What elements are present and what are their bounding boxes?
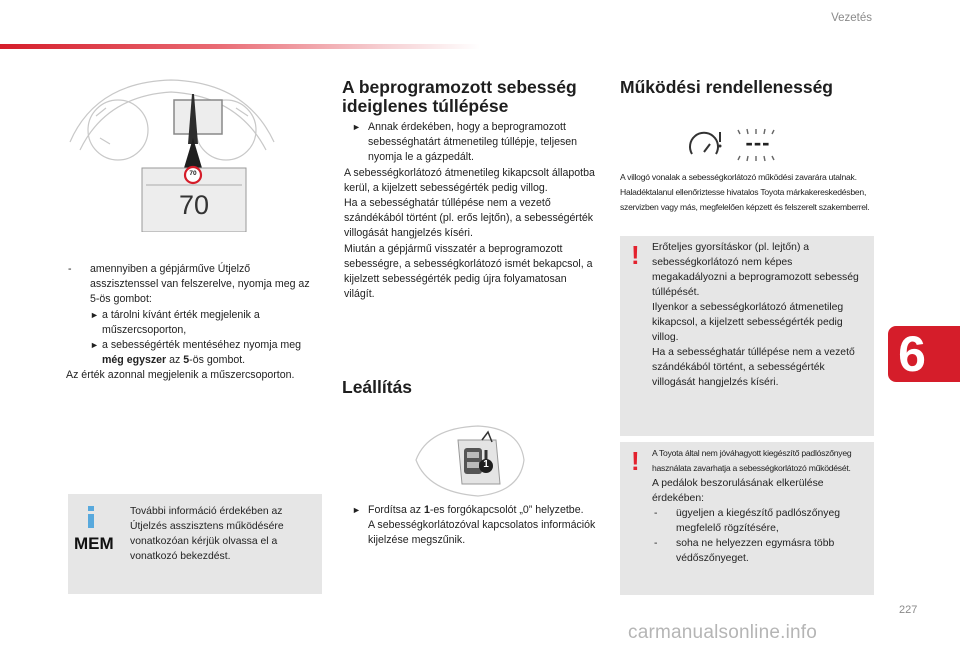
header-accent-bar — [0, 44, 480, 49]
bullet-2-bold: még egyszer — [102, 354, 167, 367]
callout-1: 1 — [483, 459, 489, 470]
malfunction-text: A villogó vonalak a sebességkorlátozó működési zavarára utalnak. Haladéktalanul ellenőriztesse hivatalos Toyota márkakereskedésben, szervizben vagy más, megfelelően képzett és felszerelt szakemberrel. — [620, 172, 870, 212]
bullet-marker: ► — [90, 309, 99, 320]
bullet-2-number: 5 — [183, 354, 190, 367]
warning-icon: ! — [631, 240, 640, 270]
warning-icon: ! — [631, 446, 640, 476]
section-title-malfunction — [620, 78, 833, 97]
bullet-marker: ► — [90, 340, 99, 351]
warning-2-item-1: ügyeljen a kiegészítő padlószőnyeg megfelelő rögzítésére, — [676, 508, 841, 534]
warning-1-text — [652, 240, 864, 390]
step-marker: ► — [352, 505, 361, 515]
para-3: Miután a gépjármű visszatér a beprogramozott sebességre, a sebességkorlátozó ismét bekapcsol, a kijelzett sebességérték pedig újra folyamatosan világít. — [344, 242, 593, 301]
dash-marker: - — [68, 263, 72, 275]
warning-box-2 — [620, 442, 874, 595]
warning-1-para-1: Erőteljes gyorsításkor (pl. lejtőn) a sebességkorlátozó nem képes megakadályozni a beprogramozott sebesség túllépését. — [652, 242, 859, 298]
col2-stop-text: ► Fordítsa az 1-es forgókapcsolót „0” helyzetbe. A sebességkorlátozóval kapcsolatos információk kijelzése megszűnik. — [352, 504, 596, 547]
bullet-1: a tárolni kívánt érték megjelenik a műszercsoporton, — [102, 308, 260, 336]
stop-switch-number: 1 — [423, 504, 430, 516]
col1-text: - amennyiben a gépjárműve Útjelző asszisztenssel van felszerelve, nyomja meg az 5-ös gombot: ► a tárolni kívánt érték megjelenik a műszercsoporton, ► a sebességérték mentéséhez nyomja meg még egyszer az 5-ös gombot. Az érték azonnal megjelenik a műszercsoporton. — [66, 262, 310, 384]
stalk-figure — [408, 420, 528, 500]
warning-box-1 — [620, 236, 874, 436]
bullet-2: a sebességérték mentéséhez nyomja meg — [102, 339, 302, 352]
after-text: Az érték azonnal megjelenik a műszercsoporton. — [66, 369, 295, 382]
section-title-override — [342, 78, 606, 116]
mem-label: MEM — [74, 534, 114, 553]
title-stop: Leállítás — [342, 377, 413, 397]
speed-sign-value: 70 — [189, 170, 197, 177]
col2-text — [344, 120, 600, 302]
intro-text: amennyiben a gépjárműve Útjelző asszisztenssel van felszerelve, nyomja meg az 5-ös gombot: — [90, 263, 310, 306]
page-number: 227 — [899, 604, 918, 616]
step-marker: ► — [352, 122, 361, 132]
warning-1-para-2: Ilyenkor a sebességkorlátozó átmenetileg kikapcsol, a kijelzett sebességérték pedig villog. — [652, 302, 844, 343]
warning-2-para-2: A pedálok beszorulásának elkerülése érdekében: — [652, 478, 824, 504]
section-title-stop — [342, 378, 412, 397]
warning-2-text: A Toyota által nem jóváhagyott kiegészítő padlószőnyeg használata zavarhatja a sebességkorlátozó működését. A pedálok beszorulásának elkerülése érdekében: - ügyeljen a kiegészítő padlószőnyeg megfelelő rögzítésére, - soha ne helyezzen egymásra több védőszőnyeget. — [652, 446, 870, 566]
chapter-number: 6 — [898, 326, 926, 382]
chapter-title: Vezetés — [831, 12, 872, 24]
flashing-dashes: --- — [745, 130, 771, 155]
warning-2-item-2: soha ne helyezzen egymásra több védőszőnyeget. — [676, 538, 835, 564]
display-speed-value: 70 — [178, 190, 210, 220]
para-2: Ha a sebességhatár túllépése nem a vezető szándékából történt (pl. erős lejtőn), a sebességérték villogását hangjelzés kíséri. — [344, 197, 594, 240]
title-override: A beprogramozott sebesség ideiglenes túllépése — [342, 77, 577, 116]
chapter-tab — [888, 326, 936, 382]
para-1: A sebességkorlátozó átmenetileg kikapcsolt állapotba kerül, a kijelzett sebességérték pedig villog. — [344, 166, 595, 194]
warning-1-para-3: Ha a sebességhatár túllépése nem a vezető szándékából történt, a sebességérték villogását hangjelzés kíséri. — [652, 347, 855, 388]
step-1: Annak érdekében, hogy a beprogramozott sebességhatárt átmenetileg túllépje, teljesen nyomja le a gázpedált. — [368, 121, 578, 164]
control-stalk-illustration — [408, 420, 528, 500]
info-text: További információ érdekében az Útjelzés asszisztens működésére vonatkozóan kérjük olvassa el a vonatkozó bekezdést. — [130, 506, 284, 562]
cluster-figure — [66, 72, 280, 232]
warning-2-para-1: A Toyota által nem jóváhagyott kiegészítő padlószőnyeg használata zavarhatja a sebességkorlátozó működését. — [652, 448, 852, 473]
title-malfunction: Működési rendellenesség — [620, 77, 833, 97]
info-icon — [78, 504, 104, 530]
watermark: carmanualsonline.info — [628, 622, 818, 643]
malfunction-figure — [686, 124, 796, 166]
stop-after-text: A sebességkorlátozóval kapcsolatos információk kijelzése megszűnik. — [368, 519, 596, 547]
info-box — [68, 494, 322, 594]
